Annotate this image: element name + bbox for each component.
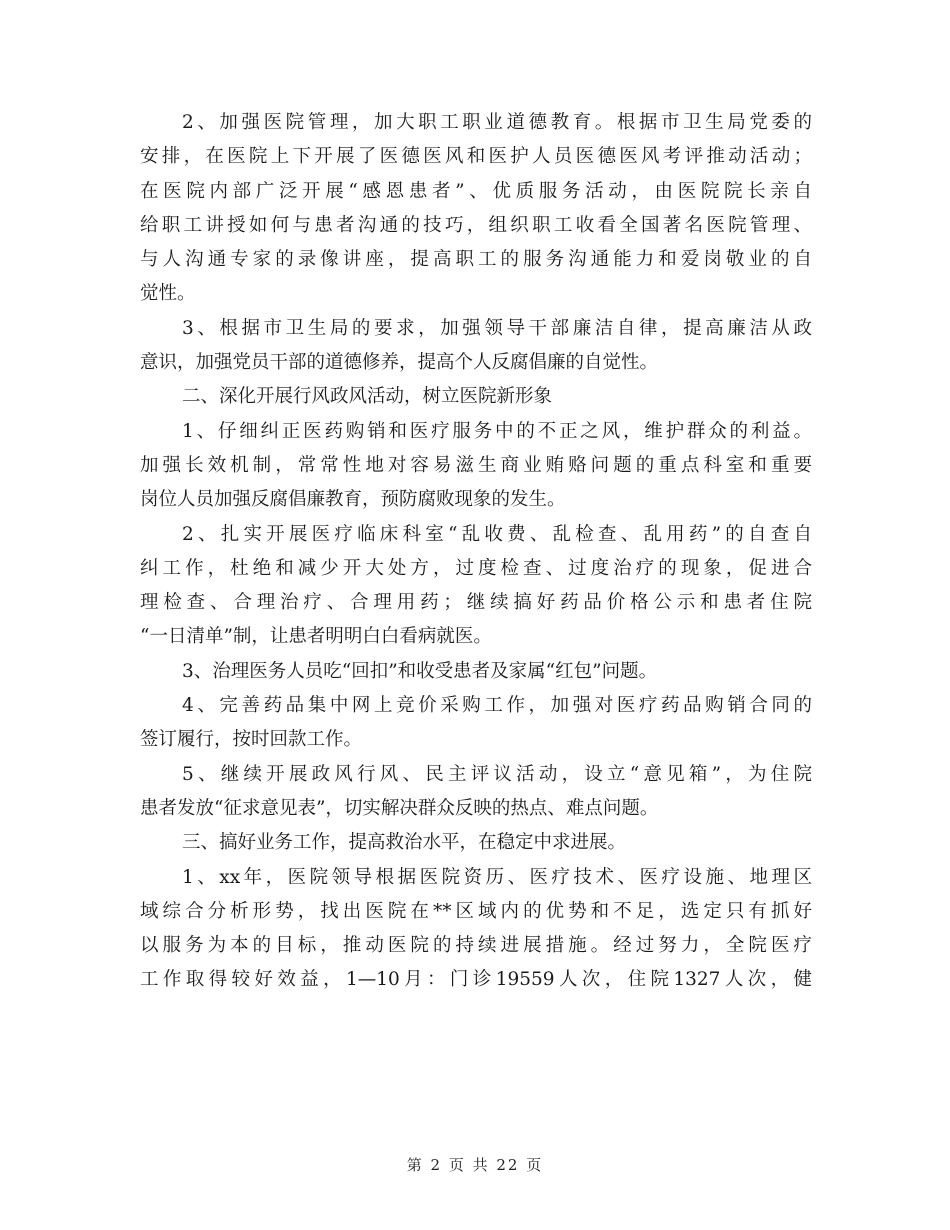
text-line: 给职工讲授如何与患者沟通的技巧，组织职工收看全国著名医院管理、 <box>140 214 812 236</box>
text-line: 患者发放“征求意见表”，切实解决群众反映的热点、难点问题。 <box>140 797 659 819</box>
text-line: 1、xx年，医院领导根据医院资历、医疗技术、医疗设施、地理区 <box>182 866 812 888</box>
text-line: “一日清单”制，让患者明明白白看病就医。 <box>140 626 492 648</box>
text-line: 3、治理医务人员吃“回扣”和收受患者及家属“红包”问题。 <box>182 660 658 682</box>
text-line: 岗位人员加强反腐倡廉教育，预防腐败现象的发生。 <box>140 489 566 511</box>
document-body <box>140 106 812 998</box>
text-line: 域综合分析形势，找出医院在**区域内的优势和不足，选定只有抓好 <box>140 900 812 922</box>
text-line: 纠工作，杜绝和减少开大处方，过度检查、过度治疗的现象，促进合 <box>140 557 812 579</box>
text-line: 2、加强医院管理，加大职工职业道德教育。根据市卫生局党委的 <box>182 112 812 133</box>
page-number: 第 2 页 共 22 页 <box>406 1156 544 1174</box>
text-line: 签订履行，按时回款工作。 <box>140 729 363 751</box>
section-heading: 二、深化开展行风政风活动，树立医院新形象 <box>182 386 553 408</box>
section-heading: 三、搞好业务工作，提高救治水平，在稳定中求进展。 <box>182 832 627 854</box>
text-line: 觉性。 <box>140 283 196 305</box>
text-line: 5、继续开展政风行风、民主评议活动，设立“意见箱”，为住院 <box>182 763 812 785</box>
text-line: 与人沟通专家的录像讲座，提高职工的服务沟通能力和爱岗敬业的自 <box>140 249 812 271</box>
text-line: 安排，在医院上下开展了医德医风和医护人员医德医风考评推动活动； <box>140 146 812 168</box>
text-line: 3、根据市卫生局的要求，加强领导干部廉洁自律，提高廉洁从政 <box>182 317 812 339</box>
text-line: 4、完善药品集中网上竞价采购工作，加强对医疗药品购销合同的 <box>182 695 812 717</box>
text-line: 加强长效机制，常常性地对容易滋生商业贿赂问题的重点科室和重要 <box>140 454 812 476</box>
text-line: 在医院内部广泛开展“感恩患者”、优质服务活动，由医院院长亲自 <box>140 180 812 202</box>
text-line: 意识，加强党员干部的道德修养，提高个人反腐倡廉的自觉性。 <box>140 352 659 374</box>
text-line: 工作取得较好效益，1—10月：门诊19559人次，住院1327人次，健 <box>140 969 812 991</box>
text-line: 理检查、合理治疗、合理用药；继续搞好药品价格公示和患者住院 <box>140 592 812 614</box>
text-line: 以服务为本的目标，推动医院的持续进展措施。经过努力，全院医疗 <box>140 935 812 957</box>
text-line: 2、扎实开展医疗临床科室“乱收费、乱检查、乱用药”的自查自 <box>182 523 812 545</box>
text-line: 1、仔细纠正医药购销和医疗服务中的不正之风，维护群众的利益。 <box>182 420 812 442</box>
